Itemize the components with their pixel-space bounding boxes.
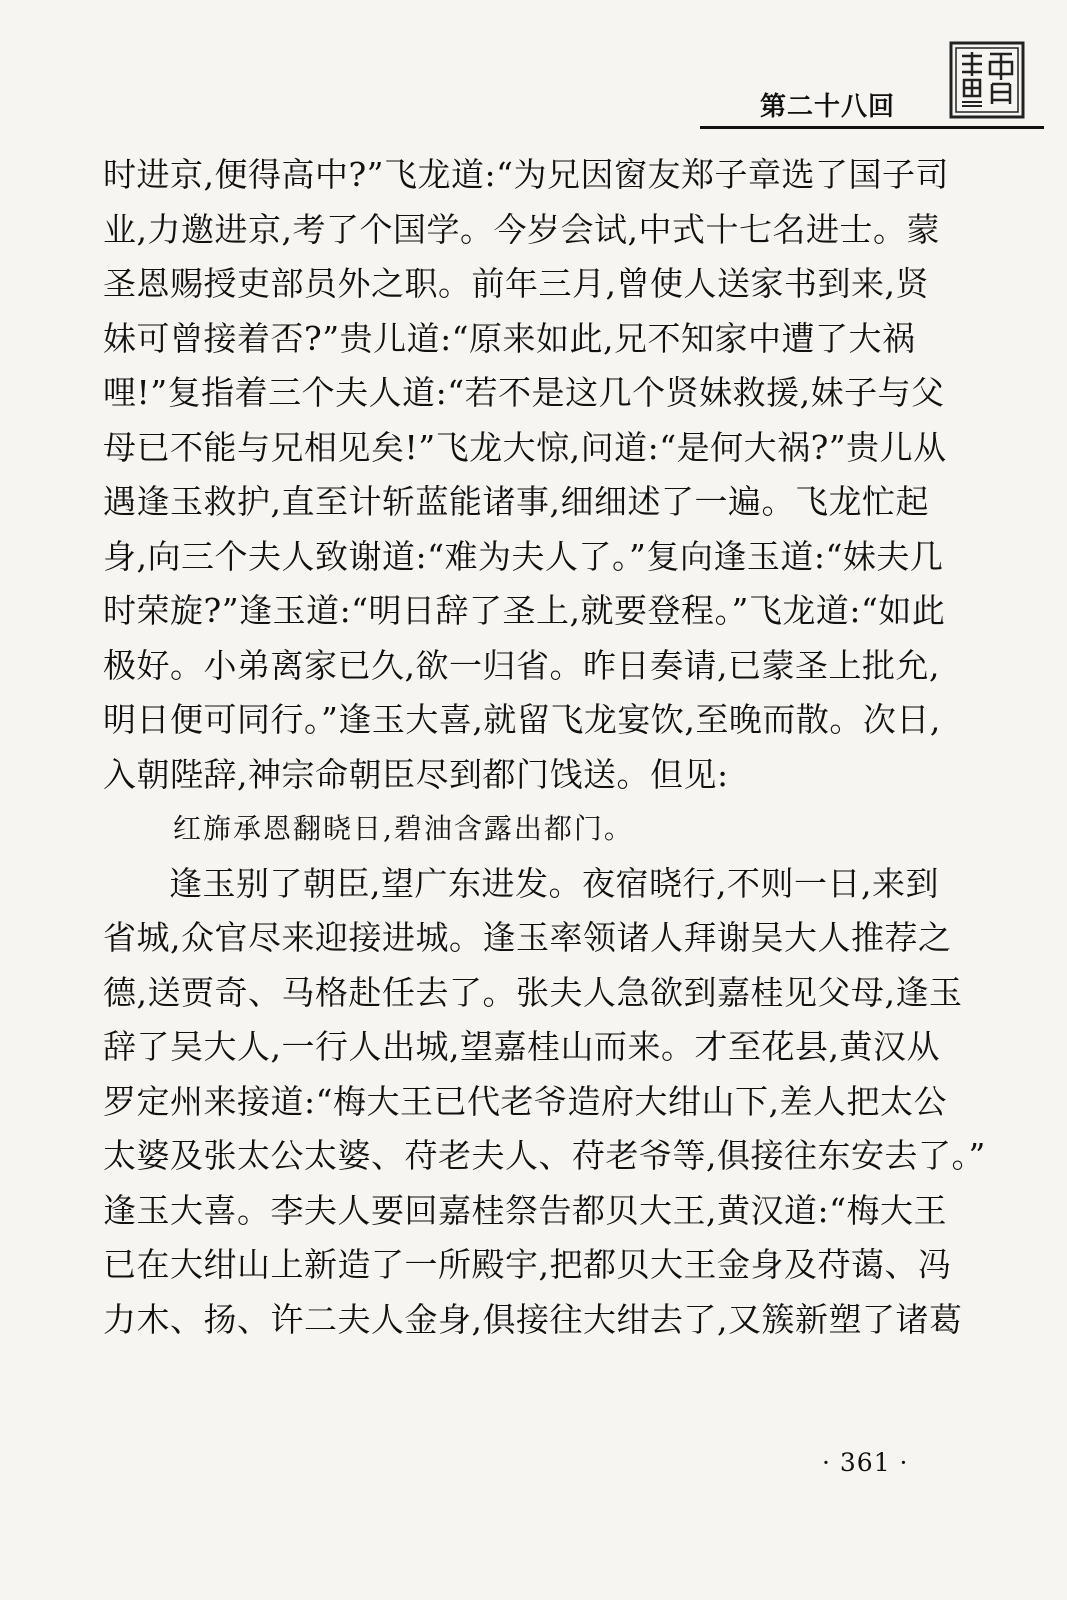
text-line: 辞了吴大人,一行人出城,望嘉桂山而来。才至花县,黄汉从 xyxy=(103,1027,940,1066)
text-line: 已在大绀山上新造了一所殿宇,把都贝大王金身及苻蔼、冯 xyxy=(103,1245,952,1284)
text-line: 逢玉大喜。李夫人要回嘉桂祭告都贝大王,黄汉道:“梅大王 xyxy=(103,1190,947,1230)
text-line: 时进京,便得高中?”飞龙道:“为兄因窗友郑子章选了国子司 xyxy=(103,155,950,194)
text-line: 省城,众官尽来迎接进城。逢玉率领诸人拜谢吴大人推荐之 xyxy=(103,918,952,957)
seal-logo-icon xyxy=(948,40,1026,120)
chapter-title: 第二十八回 xyxy=(760,92,896,122)
text-line: 母已不能与兄相见矣!”飞龙大惊,问道:“是何大祸?”贵儿从 xyxy=(103,427,947,467)
text-line: 身,向三个夫人致谢道:“难为夫人了。”复向逢玉道:“妹夫几 xyxy=(103,536,944,576)
main-text xyxy=(103,148,986,1347)
text-line: 入朝陛辞,神宗命朝臣尽到都门饯送。但见: xyxy=(103,754,729,794)
page-number: · 361 · xyxy=(822,1448,909,1477)
text-line: 罗定州来接道:“梅大王已代老爷造府大绀山下,差人把太公 xyxy=(103,1081,947,1121)
text-line: 时荣旋?”逢玉道:“明日辞了圣上,就要登程。”飞龙道:“如此 xyxy=(103,591,946,630)
poem-line: 红旆承恩翻晓日,碧油含露出都门。 xyxy=(173,812,634,845)
text-line: 逢玉别了朝臣,望广东进发。夜宿晓行,不则一日,来到 xyxy=(169,863,939,903)
text-line: 妹可曾接着否?”贵儿道:“原来如此,兄不知家中遭了大祸 xyxy=(103,318,916,358)
text-line: 哩!”复指着三个夫人道:“若不是这几个贤妹救援,妹子与父 xyxy=(103,373,945,412)
text-line: 明日便可同行。”逢玉大喜,就留飞龙宴饮,至晚而散。次日, xyxy=(103,700,941,739)
text-line: 太婆及张太公太婆、苻老夫人、苻老爷等,俱接往东安去了。” xyxy=(103,1136,986,1175)
text-line: 德,送贾奇、马格赴任去了。张夫人急欲到嘉桂见父母,逢玉 xyxy=(103,972,963,1012)
header-rule xyxy=(700,126,1044,129)
text-line: 圣恩赐授吏部员外之职。前年三月,曾使人送家书到来,贤 xyxy=(103,264,929,303)
text-line: 力木、扬、许二夫人金身,俱接往大绀去了,又簇新塑了诸葛 xyxy=(103,1299,963,1339)
text-line: 业,力邀进京,考了个国学。今岁会试,中式十七名进士。蒙 xyxy=(103,209,940,249)
text-line: 遇逢玉救护,直至计斩蓝能诸事,细细述了一遍。飞龙忙起 xyxy=(103,482,929,521)
text-line: 极好。小弟离家已久,欲一归省。昨日奏请,已蒙圣上批允, xyxy=(103,645,940,685)
